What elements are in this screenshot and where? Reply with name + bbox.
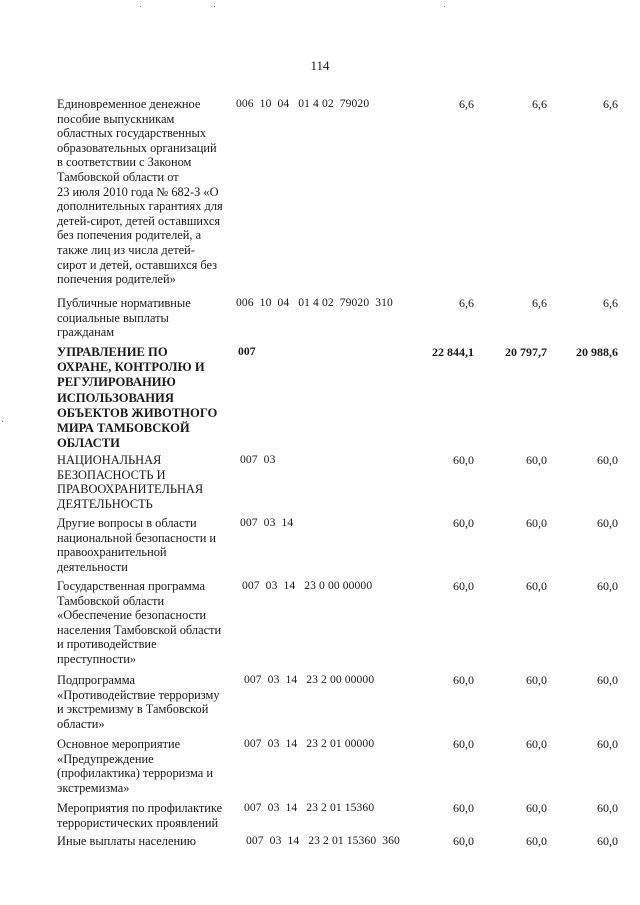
row-name: Единовременное денежное пособие выпускникам областных государственных образовательных организаций в соответствии с Законом Тамбовской области от 23 июля 2010 года № 682-З «О дополнительных гарантиях для детей-сирот, детей оставшихся без попечения родителей, а также лиц из числа детей- сирот и детей, оставшихся без попечения родителей» [57, 97, 223, 287]
value-year-3: 60,0 [597, 673, 618, 687]
row-name: Другие вопросы в области национальной безопасности и правоохранительной деятельности [57, 516, 217, 574]
scan-speck [140, 6, 141, 7]
value-year-3: 6,6 [603, 296, 618, 310]
scan-speck [2, 421, 3, 422]
row-code: 007 03 14 23 2 01 00000 [244, 737, 375, 750]
value-year-3: 60,0 [597, 801, 618, 815]
value-year-1: 60,0 [453, 453, 474, 467]
value-year-3: 6,6 [603, 97, 618, 111]
row-code: 006 10 04 01 4 02 79020 310 [236, 296, 393, 309]
value-year-2: 60,0 [526, 453, 547, 467]
value-year-1: 6,6 [459, 97, 474, 111]
scan-speck [444, 6, 445, 7]
value-year-3: 20 988,6 [576, 345, 618, 359]
row-code: 007 03 [240, 453, 276, 466]
value-year-3: 60,0 [597, 737, 618, 751]
value-year-3: 60,0 [597, 834, 618, 848]
value-year-3: 60,0 [597, 579, 618, 593]
row-code: 007 03 14 23 0 00 00000 [242, 579, 373, 592]
row-name: Подпрограмма «Противодействие терроризму и экстремизму в Тамбовской области» [57, 673, 220, 731]
row-code: 007 03 14 23 2 01 15360 [244, 801, 375, 814]
value-year-2: 6,6 [532, 296, 547, 310]
value-year-1: 60,0 [453, 516, 474, 530]
value-year-2: 60,0 [526, 673, 547, 687]
value-year-3: 60,0 [597, 516, 618, 530]
row-name: Государственная программа Тамбовской области «Обеспечение безопасности населения Тамбовской области и противодействие преступности» [57, 579, 222, 666]
scan-speck [214, 6, 215, 7]
row-code: 006 10 04 01 4 02 79020 [236, 97, 370, 110]
value-year-1: 60,0 [453, 834, 474, 848]
value-year-2: 60,0 [526, 516, 547, 530]
value-year-2: 60,0 [526, 737, 547, 751]
value-year-1: 6,6 [459, 296, 474, 310]
row-name: Мероприятия по профилактике террористических проявлений [57, 801, 223, 830]
value-year-2: 60,0 [526, 579, 547, 593]
row-name: УПРАВЛЕНИЕ ПО ОХРАНЕ, КОНТРОЛЮ И РЕГУЛИРОВАНИЮ ИСПОЛЬЗОВАНИЯ ОБЪЕКТОВ ЖИВОТНОГО МИРА ТАМБОВСКОЙ ОБЛАСТИ [57, 345, 218, 451]
row-name: Иные выплаты населению [57, 834, 196, 848]
row-name: Основное мероприятие «Предупреждение (профилактика) терроризма и экстремизма» [57, 737, 213, 795]
row-code: 007 03 14 23 2 01 15360 360 [246, 834, 400, 847]
row-name: НАЦИОНАЛЬНАЯ БЕЗОПАСНОСТЬ И ПРАВООХРАНИТЕЛЬНАЯ ДЕЯТЕЛЬНОСТЬ [57, 453, 204, 511]
value-year-3: 60,0 [597, 453, 618, 467]
value-year-1: 60,0 [453, 673, 474, 687]
row-name: Публичные нормативные социальные выплаты гражданам [57, 296, 191, 340]
value-year-1: 60,0 [453, 579, 474, 593]
row-code: 007 03 14 23 2 00 00000 [244, 673, 375, 686]
row-code: 007 03 14 [240, 516, 294, 529]
row-code: 007 [238, 345, 256, 358]
value-year-1: 60,0 [453, 737, 474, 751]
value-year-1: 60,0 [453, 801, 474, 815]
value-year-2: 6,6 [532, 97, 547, 111]
page-number: 114 [310, 58, 330, 73]
value-year-2: 20 797,7 [505, 345, 547, 359]
value-year-2: 60,0 [526, 801, 547, 815]
value-year-2: 60,0 [526, 834, 547, 848]
value-year-1: 22 844,1 [432, 345, 474, 359]
